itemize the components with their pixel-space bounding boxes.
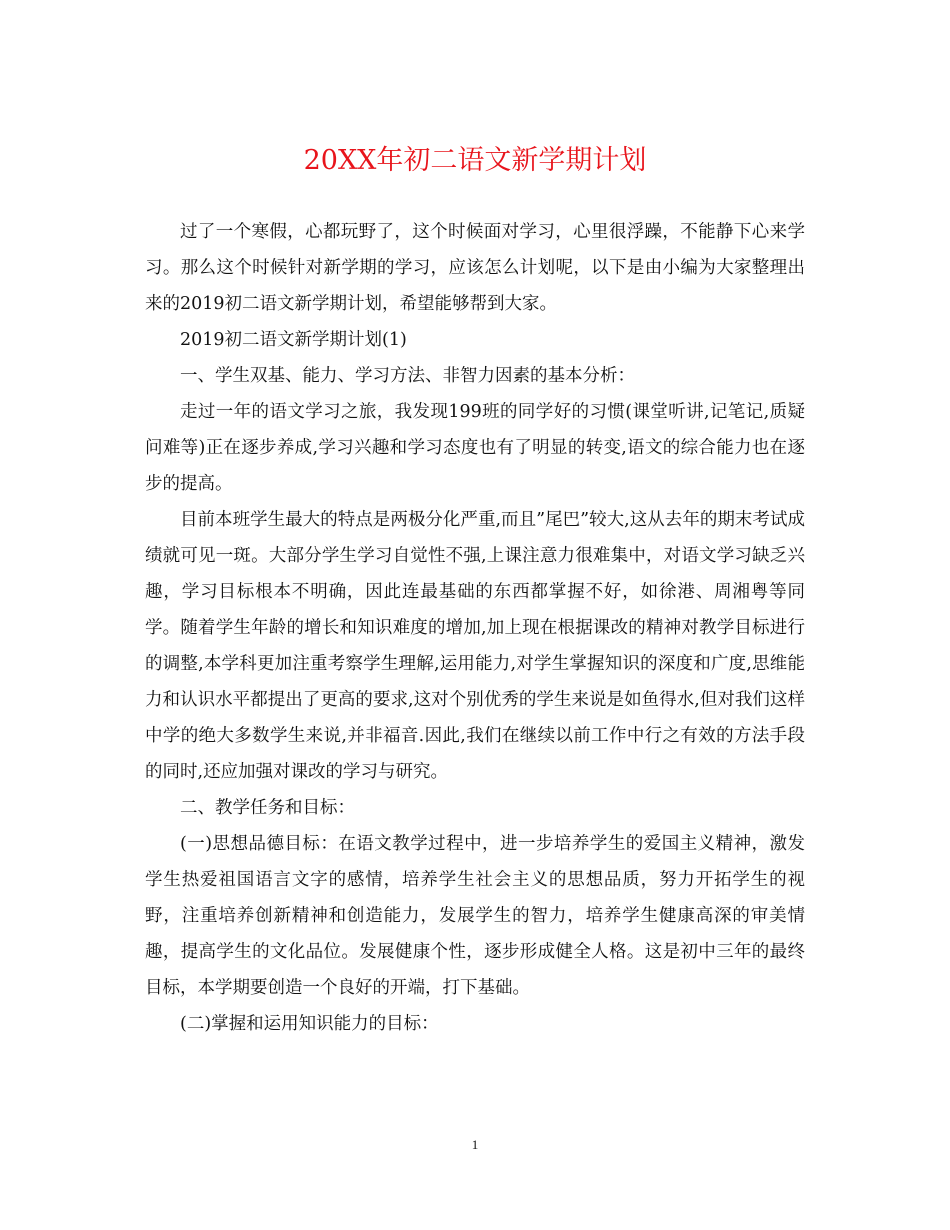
paragraph-moral-goal: (一)思想品德目标：在语文教学过程中，进一步培养学生的爱国主义精神，激发学生热爱祖国语言文字的感情，培养学生社会主义的思想品质，努力开拓学生的视野，注重培养创新精神和创造能力，发展学生的智力，培养学生健康高深的审美情趣，提高学生的文化品位。发展健康个性，逐步形成健全人格。这是初中三年的最终目标，本学期要创造一个良好的开端，打下基础。: [145, 834, 805, 998]
paragraph-analysis-2: 目前本班学生最大的特点是两极分化严重,而且”尾巴”较大,这从去年的期末考试成绩就可见一斑。大部分学生学习自觉性不强,上课注意力很难集中，对语文学习缺乏兴趣，学习目标根本不明确，因此连最基础的东西都掌握不好，如徐港、周湘粤等同学。随着学生年龄的增长和知识难度的增加,加上现在根据课改的精神对教学目标进行的调整,本学科更加注重考察学生理解,运用能力,对学生掌握知识的深度和广度,思维能力和认识水平都提出了更高的要求,这对个别优秀的学生来说是如鱼得水,但对我们这样中学的绝大多数学生来说,并非福音.因此,我们在继续以前工作中行之有效的方法手段的同时,还应加强对课改的学习与研究。: [145, 510, 805, 782]
page-title: 20XX年初二语文新学期计划: [303, 145, 647, 176]
section-heading-goals: 二、教学任务和目标：: [180, 798, 355, 818]
subheading-knowledge-goal: (二)掌握和运用知识能力的目标：: [180, 1014, 439, 1034]
plan-subtitle: 2019初二语文新学期计划(1): [180, 330, 407, 350]
document-body: [145, 214, 805, 1042]
section-heading-analysis: 一、学生双基、能力、学习方法、非智力因素的基本分析：: [180, 366, 635, 386]
paragraph-analysis-1: 走过一年的语文学习之旅，我发现199班的同学好的习惯(课堂听讲,记笔记,质疑问难等)正在逐步养成,学习兴趣和学习态度也有了明显的转变,语文的综合能力也在逐步的提高。: [145, 402, 805, 494]
page-number: 1: [471, 1137, 479, 1152]
paragraph-intro: 过了一个寒假，心都玩野了，这个时候面对学习，心里很浮躁，不能静下心来学习。那么这个时候针对新学期的学习，应该怎么计划呢，以下是由小编为大家整理出来的2019初二语文新学期计划，希望能够帮到大家。: [145, 222, 805, 314]
